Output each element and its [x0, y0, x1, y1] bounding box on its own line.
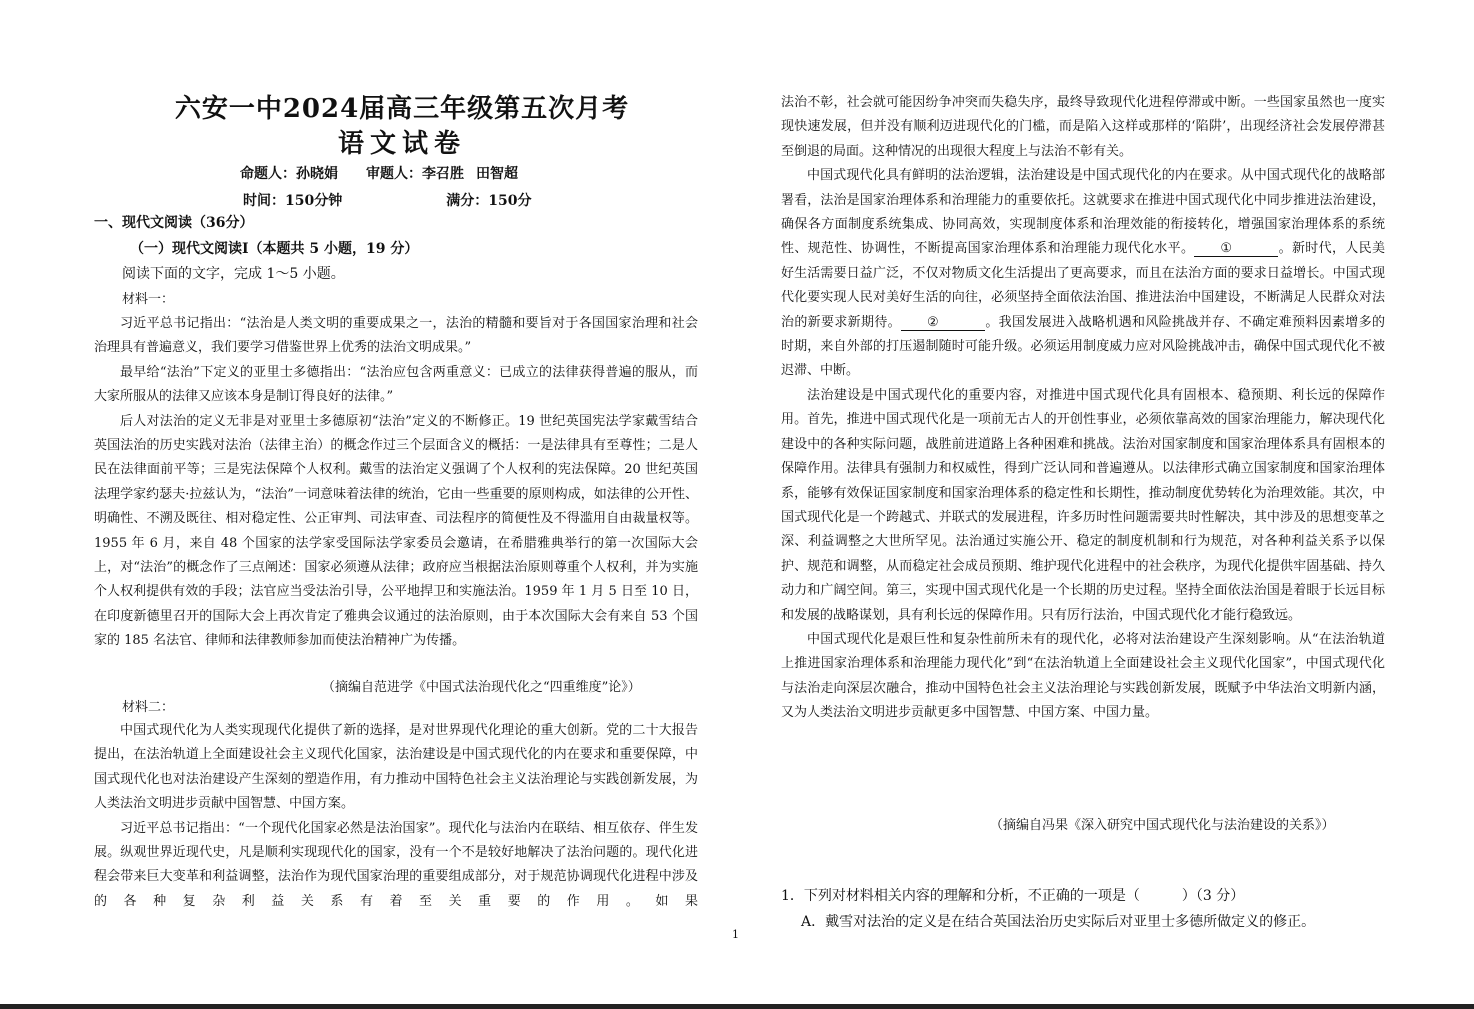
page-number: 1	[732, 928, 739, 941]
material2-label: 材料二：	[122, 700, 175, 715]
blank-2[interactable]: ②	[901, 316, 985, 331]
material2-source: （摘编自冯果《深入研究中国式现代化与法治建设的关系》）	[990, 818, 1335, 833]
setter-label: 命题人：孙晓娟	[240, 166, 338, 182]
paragraph-3-part-b: 。新时代，人民美好生活需要日益广泛，不仅对物质文化生活提出了更高要求，而且在法治方面的要求日益增长。中国式现代化要实现人民对美好生活的向往，必须坚持全面依法治国、推进法治中国建设，不断满足人民群众对法治的新要求新期待。	[781, 241, 1385, 330]
material1-paragraph-2: 最早给“法治”下定义的亚里士多德指出：“法治应包含两重意义：已成立的法律获得普遍的服从，而大家所服从的法律又应该本身是制订得良好的法律。”	[94, 364, 698, 405]
material1-label: 材料一：	[122, 292, 175, 307]
paragraph-3-part-c: 。我国发展进入战略机遇和风险挑战并存、不确定难预料因素增多的时期，来自外部的打压遏制随时可能升级。必须运用制度威力应对风险挑战冲击，确保中国式现代化不被迟滞、中断。	[781, 314, 1385, 379]
exam-authors	[240, 163, 518, 183]
material1-paragraph-1: 习近平总书记指出：“法治是人类文明的重要成果之一，法治的精髓和要旨对于各国国家治理和社会治理具有普遍意义，我们要学习借鉴世界上优秀的法治文明成果。”	[94, 316, 698, 356]
sub-section-heading: （一）现代文阅读Ⅰ（本题共 5 小题，19 分）	[130, 241, 419, 257]
question-1-stem: 1．下列对材料相关内容的理解和分析，不正确的一项是（ ）（3 分）	[781, 888, 1245, 904]
section-heading: 一、现代文阅读（36分）	[94, 215, 254, 231]
page-bottom-border	[0, 1004, 1474, 1009]
material2-paragraph-5: 中国式现代化是艰巨性和复杂性前所未有的现代化，必将对法治建设产生深刻影响。从“在法治轨道上推进国家治理体系和治理能力现代化”到“在法治轨道上全面建设社会主义现代化国家”，中国式现代化与法治走向深层次融合，推动中国特色社会主义法治理论与实践创新发展，既赋予中华法治文明新内涵，又为人类法治文明进步贡献更多中国智慧、中国方案、中国力量。	[781, 631, 1385, 721]
paragraph-3-part-a: 中国式现代化具有鲜明的法治逻辑，法治建设是中国式现代化的内在要求。从中国式现代化的战略部署看，法治是国家治理体系和治理能力的重要依托。这就要求在推进中国式现代化中同步推进法治建设，确保各方面制度系统集成、协同高效，实现制度体系和治理效能的衔接转化，增强国家治理体系的系统性、规范性、协调性，不断提高国家治理体系和治理能力现代化水平。	[781, 168, 1385, 257]
blank-1[interactable]: ①	[1194, 242, 1278, 257]
reviewer-label: 审题人：李召胜	[366, 166, 464, 182]
material2-paragraph-2-cont: 法治不彰，社会就可能因纷争冲突而失稳失序，最终导致现代化进程停滞或中断。一些国家虽然也一度实现快速发展，但并没有顺利迈进现代化的门槛，而是陷入这样或那样的‘陷阱’，出现经济社会发展停滞甚至倒退的局面。这种情况的出现很大程度上与法治不彰有关。	[781, 95, 1385, 159]
exam-title: 六安一中2024届高三年级第五次月考	[174, 94, 630, 124]
question-1-option-a[interactable]: A．戴雪对法治的定义是在结合英国法治历史实际后对亚里士多德所做定义的修正。	[801, 914, 1316, 930]
material2-paragraph-1: 中国式现代化为人类实现现代化提供了新的选择，是对世界现代化理论的重大创新。党的二十大报告提出，在法治轨道上全面建设社会主义现代化国家，法治建设是中国式现代化的内在要求和重要保障，中国式现代化也对法治建设产生深刻的塑造作用，有力推动中国特色社会主义法治理论与实践创新发展，为人类法治文明进步贡献中国智慧、中国方案。	[94, 723, 698, 812]
material2-body-left	[94, 719, 698, 914]
exam-time-score	[243, 190, 531, 210]
material1-paragraph-3: 后人对法治的定义无非是对亚里士多德原初“法治”定义的不断修正。19 世纪英国宪法学家戴雪结合英国法治的历史实践对法治（法律主治）的概念作过三个层面含义的概括：一是法律具有至尊性；二是人民在法律面前平等；三是宪法保障个人权利。戴雪的法治定义强调了个人权利的宪法保障。20 世纪英国法理学家约瑟夫·拉兹认为，“法治”一词意味着法律的统治，它由一些重要的原则构成，如法律的公开性、明确性、不溯及既往、相对稳定性、公正审判、司法审查、司法程序的简便性及不得滥用自由裁量权等。1955 年 6 月，来自 48 个国家的法学家受国际法学家委员会邀请，在希腊雅典举行的第一次国际大会上，对“法治”的概念作了三点阐述：国家必须遵从法律；政府应当根据法治原则尊重个人权利，并为实施个人权利提供有效的手段；法官应当受法治引导，公平地捍卫和实施法治。1959 年 1 月 5 日至 10 日，在印度新德里召开的国际大会上再次肯定了雅典会议通过的法治原则，由于本次国际大会有来自 53 个国家的 185 名法官、律师和法律教师参加而使法治精神广为传播。	[94, 413, 698, 649]
material1-body	[94, 312, 698, 654]
exam-subtitle: 语文试卷	[337, 129, 466, 159]
material2-paragraph-4: 法治建设是中国式现代化的重要内容，对推进中国式现代化具有固根本、稳预期、利长远的保障作用。首先，推进中国式现代化是一项前无古人的开创性事业，必须依靠高效的国家治理能力，解决现代化建设中的各种实际问题，战胜前进道路上各种困难和挑战。法治对国家制度和国家治理体系具有固根本的保障作用。法律具有强制力和权威性，得到广泛认同和普遍遵从。以法律形式确立国家制度和国家治理体系，能够有效保证国家制度和国家治理体系的稳定性和长期性，推动制度优势转化为治理效能。其次，中国式现代化是一个跨越式、并联式的发展进程，许多历时性问题需要共时性解决，其中涉及的思想变革之深、利益调整之大世所罕见。法治通过实施公开、稳定的制度机制和行为规范，对各种利益关系予以保护、规范和调整，从而稳定社会成员预期、维护现代化进程中的社会秩序，为现代化提供牢固基础、持久动力和广阔空间。第三，实现中国式现代化是一个长期的历史过程。坚持全面依法治国是着眼于长远目标和发展的战略谋划，具有利长远的保障作用。只有厉行法治，中国式现代化才能行稳致远。	[781, 387, 1385, 623]
reviewer2-label: 田智超	[476, 166, 518, 182]
score-label: 满分：150分	[446, 193, 532, 209]
material2-paragraph-2: 习近平总书记指出：“一个现代化国家必然是法治国家”。现代化与法治内在联结、相互依存、伴生发展。纵观世界近现代史，凡是顺利实现现代化的国家，没有一个不是较好地解决了法治问题的。现代化进程会带来巨大变革和利益调整，法治作为现代国家治理的重要组成部分，对于规范协调现代化进程中涉及的各种复杂利益关系有着至关重要的作用。如果	[94, 820, 698, 909]
time-label: 时间：150分钟	[243, 193, 343, 209]
reading-instruction: 阅读下面的文字，完成 1～5 小题。	[122, 266, 345, 282]
material2-body-right	[781, 91, 1385, 726]
material2-paragraph-3	[781, 164, 1385, 384]
material1-source: （摘编自范进学《中国式法治现代化之“四重维度”论》）	[322, 680, 641, 695]
